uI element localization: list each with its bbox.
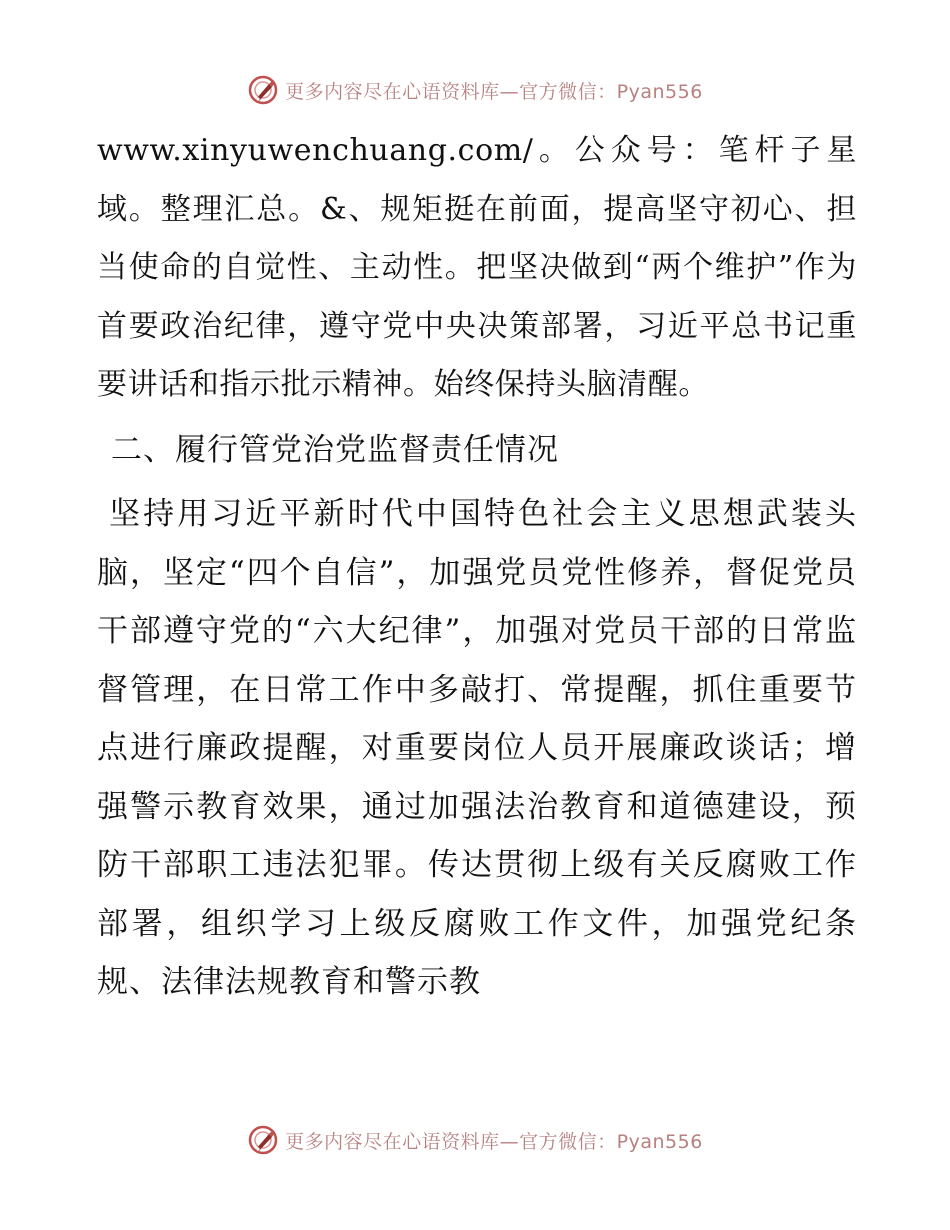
pen-nib-logo-icon	[247, 74, 279, 106]
header-banner	[0, 68, 950, 112]
section-heading-2: 二、履行管党治党监督责任情况	[111, 431, 559, 468]
footer-banner	[0, 1118, 950, 1162]
header-banner-content	[247, 74, 703, 106]
pen-nib-logo-icon	[247, 1124, 279, 1156]
document-body	[97, 122, 857, 1012]
header-banner-text: 更多内容尽在心语资料库—官方微信：Pyan556	[285, 80, 703, 103]
footer-banner-content	[247, 1124, 703, 1156]
paragraph-1: www.xinyuwenchuang.com/。公众号：笔杆子星域。整理汇总。&、规矩挺在前面，提高坚守初心、担当使命的自觉性、主动性。把坚决做到“两个维护”作为首要政治纪律，遵守党中央决策部署，习近平总书记重要讲话和指示批示精神。始终保持头脑清醒。	[97, 133, 857, 402]
paragraph-2: 坚持用习近平新时代中国特色社会主义思想武装头脑，坚定“四个自信”，加强党员党性修养，督促党员干部遵守党的“六大纪律”，加强对党员干部的日常监督管理，在日常工作中多敲打、常提醒，抓住重要节点进行廉政提醒，对重要岗位人员开展廉政谈话；增强警示教育效果，通过加强法治教育和道德建设，预防干部职工违法犯罪。传达贯彻上级有关反腐败工作部署，组织学习上级反腐败工作文件，加强党纪条规、法律法规教育和警示教	[97, 496, 857, 1000]
footer-banner-text: 更多内容尽在心语资料库—官方微信：Pyan556	[285, 1130, 703, 1153]
